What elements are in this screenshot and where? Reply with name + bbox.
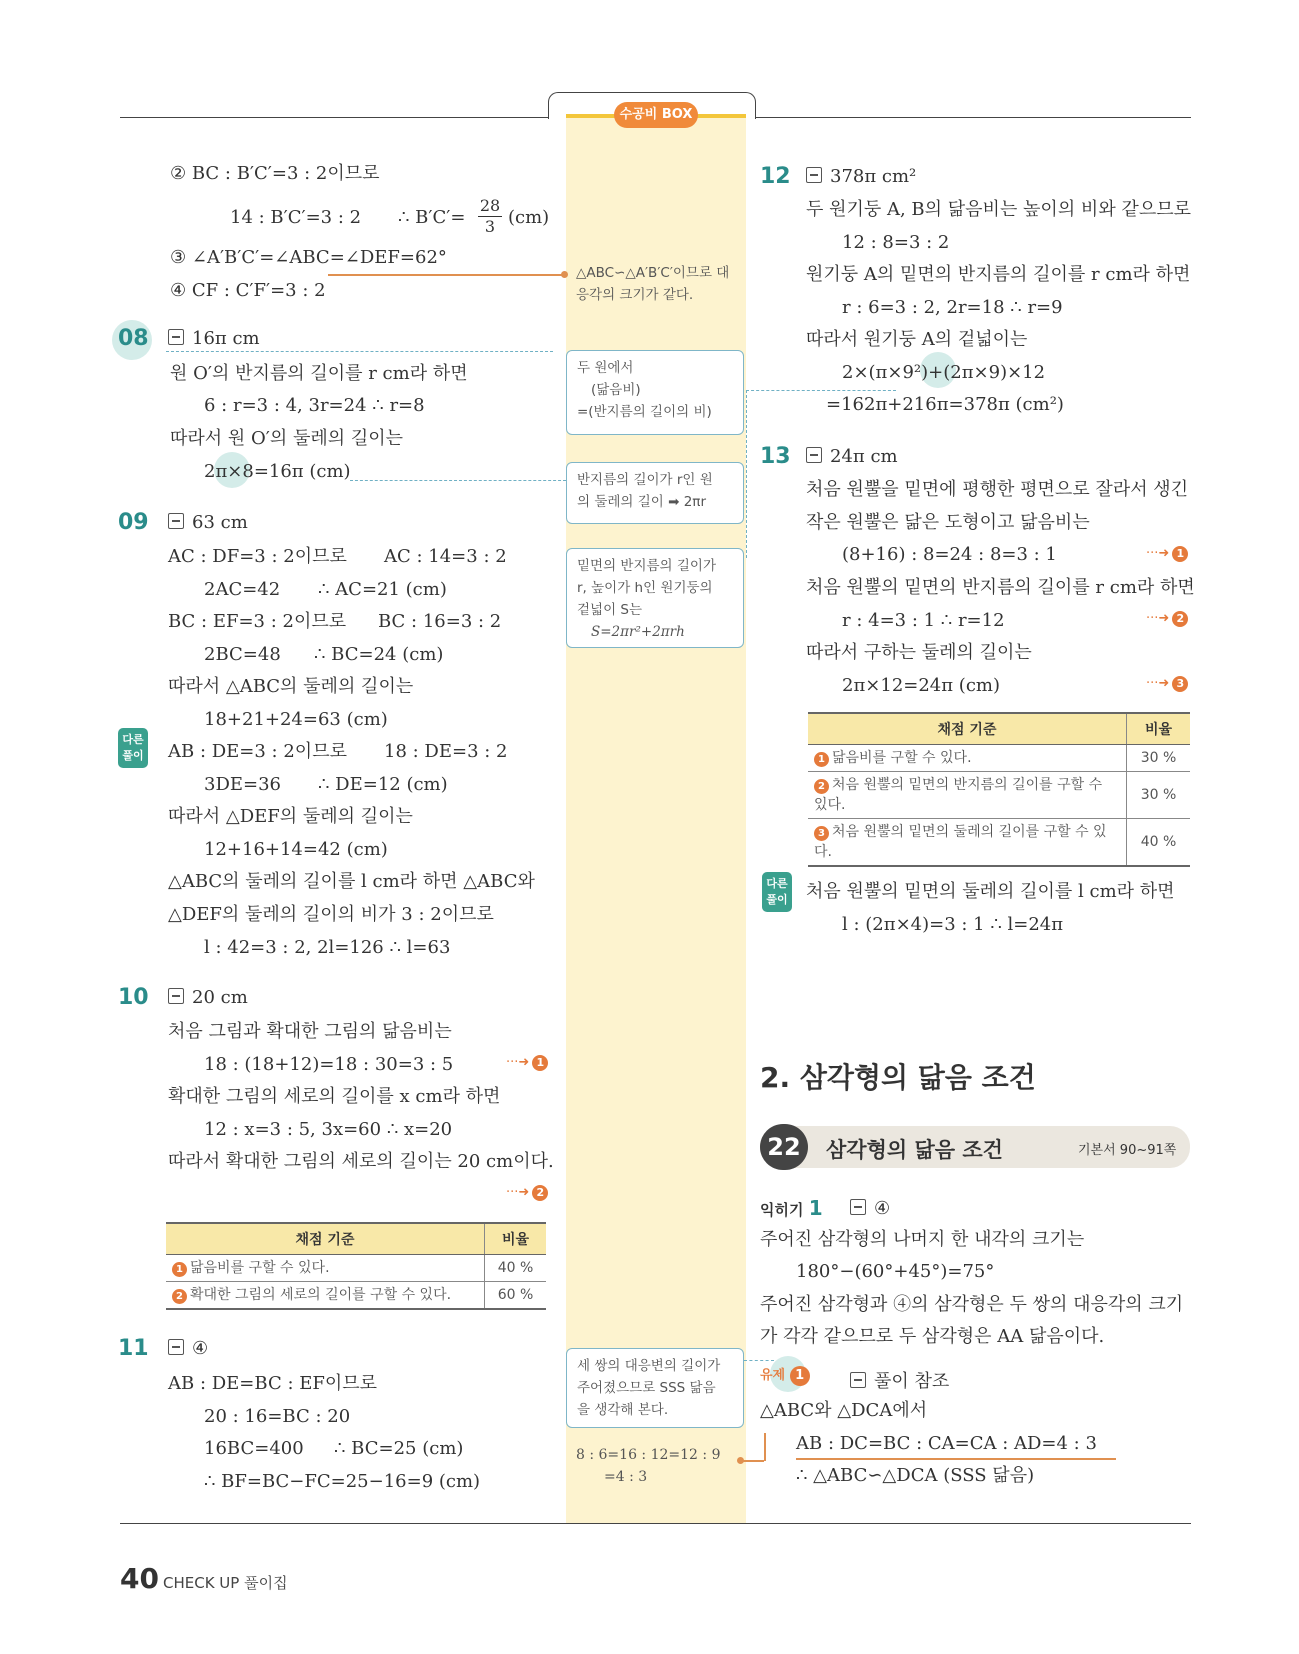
p11-line: 20 : 16=BC : 20 [204,1406,351,1427]
top-rule-left [120,117,548,118]
note-box-surface-area: 밑면의 반지름의 길이가 r, 높이가 h인 원기둥의 겉넓이 S는 S=2πr²+2πrh [566,548,744,648]
p13-line: 2π×12=24π (cm) [842,675,1001,696]
p07-frac-den: 3 [484,217,496,236]
connector-line [764,1433,766,1461]
p07-frac-num: 28 [479,196,501,215]
guide-dash [350,480,566,481]
p12-line: =162π+216π=378π (cm²) [826,394,1064,415]
note-box-circles: 두 원에서 (닮음비) =(반지름의 길이의 비) [566,350,744,435]
step-marker: ···➜ 2 [1146,611,1188,627]
practice-line: 180°−(60°+45°)=75° [796,1261,995,1282]
p08-line2: 6 : r=3 : 4, 3r=24 ∴ r=8 [204,395,425,416]
p12-line: 두 원기둥 A, B의 닮음비는 높이의 비와 같으므로 [806,199,1191,220]
note-box-circumference: 반지름의 길이가 r인 원 의 둘레의 길이 ➡ 2πr [566,462,744,524]
p13-line: 따라서 구하는 둘레의 길이는 [806,642,1032,663]
table-row: 1 닮음비를 구할 수 있다. 30 % [808,745,1190,772]
step-marker: ···➜ 2 [506,1185,548,1201]
p13-line: l : (2π×4)=3 : 1 ∴ l=24π [842,914,1064,935]
answer-icon [168,329,184,345]
practice-line: 가 각각 같으므로 두 삼각형은 AA 닮음이다. [760,1326,1105,1347]
p08-number: 08 [118,326,149,351]
p08-line4: 2π×8=16π (cm) [204,461,351,482]
p13-line: r : 4=3 : 1 ∴ r=12 [842,610,1005,631]
p09-line: AB : DE=3 : 2이므로 [168,741,347,762]
p13-criteria-table [808,712,1190,867]
p11-line: ∴ BC=25 (cm) [334,1438,464,1459]
p13-answer: 24π cm [806,446,898,467]
note-ratio: 8 : 6=16 : 12=12 : 9 =4 : 3 [576,1447,721,1485]
p09-line: ∴ BC=24 (cm) [314,644,444,665]
p10-line: 18 : (18+12)=18 : 30=3 : 5 [204,1054,454,1075]
p11-number: 11 [118,1336,149,1361]
p09-line: 따라서 △ABC의 둘레의 길이는 [168,676,414,697]
example-line: △ABC와 △DCA에서 [760,1400,928,1421]
answer-icon [806,447,822,463]
p07-line3: ③ ∠A′B′C′=∠ABC=∠DEF=62° [170,247,447,268]
page-number: 40 [120,1562,159,1595]
connector-dot [561,271,568,278]
p12-line: 12 : 8=3 : 2 [842,232,950,253]
answer-icon [850,1372,866,1388]
step-marker: ···➜ 1 [1146,546,1188,562]
p11-line: ∴ BF=BC−FC=25−16=9 (cm) [204,1471,481,1492]
table-row: 2 확대한 그림의 세로의 길이를 구할 수 있다. 60 % [166,1282,546,1310]
p07-line2-unit: (cm) [508,207,550,228]
p13-line: 처음 원뿔을 밑면에 평행한 평면으로 잘라서 생긴 [806,479,1189,500]
example-line: AB : DC=BC : CA=CA : AD=4 : 3 [796,1433,1097,1454]
unit-title: 삼각형의 닮음 조건 [826,1138,1003,1162]
example-answer: 풀이 참조 [850,1367,949,1393]
note-box-sss: 세 쌍의 대응변의 길이가 주어졌으므로 SSS 닮음 을 생각해 본다. [566,1348,744,1428]
p10-number: 10 [118,985,149,1010]
p11-line: AB : DE=BC : EF이므로 [168,1373,378,1394]
answer-icon [168,988,184,1004]
p09-line: 18+21+24=63 (cm) [204,709,388,730]
guide-dash [746,390,747,558]
p10-criteria-table [166,1222,546,1310]
header-criterion: 채점 기준 [808,713,1127,745]
section-title: 2. 삼각형의 닮음 조건 [760,1061,1036,1094]
p12-line: 따라서 원기둥 A의 겉넓이는 [806,329,1028,350]
step-marker: ···➜ 3 [1146,676,1188,692]
note-corresponding-angles: △ABC∽△A′B′C′이므로 대응각의 크기가 같다. [576,265,730,303]
top-rule-right [754,117,1191,118]
p09-line: 따라서 △DEF의 둘레의 길이는 [168,806,413,827]
box-title-bar [566,102,746,130]
connector-line [328,274,564,276]
p09-line: ∴ AC=21 (cm) [318,579,447,600]
bottom-rule [120,1523,1191,1524]
practice-line: 주어진 삼각형의 나머지 한 내각의 크기는 [760,1229,1085,1250]
table-row: 1 닮음비를 구할 수 있다. 40 % [166,1255,546,1282]
p09-line: △ABC의 둘레의 길이를 l cm라 하면 △ABC와 [168,871,535,892]
answer-icon [168,513,184,529]
p09-line: AC : 14=3 : 2 [384,546,507,567]
underline [796,1458,1116,1460]
p08-line1: 원 O′의 반지름의 길이를 r cm라 하면 [170,363,468,384]
guide-dash [744,1360,774,1361]
p10-line: 12 : x=3 : 5, 3x=60 ∴ x=20 [204,1119,453,1140]
unit-reference: 기본서 90~91쪽 [1078,1143,1177,1158]
answer-icon [850,1199,866,1215]
p07-line2b: ∴ B′C′= [398,207,466,228]
box-label: 수공비 BOX [614,102,698,128]
p13-line: 처음 원뿔의 밑면의 둘레의 길이를 l cm라 하면 [806,881,1175,902]
p09-line: BC : 16=3 : 2 [378,611,502,632]
p13-number: 13 [760,444,791,469]
p07-line1: ② BC : B′C′=3 : 2이므로 [170,163,380,184]
table-row: 2 처음 원뿔의 밑면의 반지름의 길이를 구할 수 있다. 30 % [808,772,1190,819]
p11-line: 16BC=400 [204,1438,304,1459]
p13-line: 작은 원뿔은 닮은 도형이고 닮음비는 [806,512,1090,533]
p10-answer: 20 cm [168,987,248,1008]
p09-line: 3DE=36 [204,774,282,795]
book-title: CHECK UP 풀이집 [163,1574,288,1592]
p12-line: 2×(π×9²)+(2π×9)×12 [842,362,1046,383]
guide-dash [166,351,553,352]
p07-line4: ④ CF : C′F′=3 : 2 [170,280,326,301]
p10-line: 확대한 그림의 세로의 길이를 x cm라 하면 [168,1086,501,1107]
header-criterion: 채점 기준 [166,1223,485,1255]
example-label: 유제 1 [760,1364,810,1386]
p09-line: 12+16+14=42 (cm) [204,839,388,860]
p09-line: 2AC=42 [204,579,281,600]
center-note-column [566,118,746,1523]
answer-icon [168,1339,184,1355]
example-line: ∴ △ABC∽△DCA (SSS 닮음) [796,1465,1035,1486]
p12-line: 원기둥 A의 밑면의 반지름의 길이를 r cm라 하면 [806,264,1191,285]
p12-answer: 378π cm² [806,166,916,187]
practice-label: 익히기 1 [760,1196,823,1220]
p08-answer: 16π cm [168,328,260,349]
p10-line: 처음 그림과 확대한 그림의 닮음비는 [168,1021,452,1042]
unit-number: 22 [760,1124,808,1170]
p07-line2a: 14 : B′C′=3 : 2 [230,207,362,228]
p12-number: 12 [760,164,791,189]
p09-line: 2BC=48 [204,644,281,665]
alt-solution-tag: 다른 풀이 [118,728,148,768]
p13-line: 처음 원뿔의 밑면의 반지름의 길이를 r cm라 하면 [806,577,1195,598]
p09-line: 18 : DE=3 : 2 [384,741,508,762]
alt-solution-tag: 다른 풀이 [762,872,792,912]
p12-line: r : 6=3 : 2, 2r=18 ∴ r=9 [842,297,1063,318]
step-marker: ···➜ 1 [506,1055,548,1071]
p09-line: AC : DF=3 : 2이므로 [168,546,347,567]
p09-line: △DEF의 둘레의 길이의 비가 3 : 2이므로 [168,904,494,925]
p13-line: (8+16) : 8=24 : 8=3 : 1 [842,544,1057,565]
p09-answer: 63 cm [168,512,248,533]
table-row: 3 처음 원뿔의 밑면의 둘레의 길이를 구할 수 있다. 40 % [808,819,1190,867]
practice-answer: ④ [850,1198,890,1219]
p09-line: l : 42=3 : 2, 2l=126 ∴ l=63 [204,937,451,958]
p11-answer: ④ [168,1338,208,1359]
p08-line3: 따라서 원 O′의 둘레의 길이는 [170,428,403,449]
p09-number: 09 [118,510,149,535]
header-ratio: 비율 [1127,713,1191,745]
p10-line: 따라서 확대한 그림의 세로의 길이는 20 cm이다. [168,1151,554,1172]
p09-line: ∴ DE=12 (cm) [318,774,448,795]
guide-dash [746,390,896,391]
p09-line: BC : EF=3 : 2이므로 [168,611,347,632]
p07-fraction [478,196,502,237]
answer-icon [806,167,822,183]
connector-line [740,1460,764,1462]
header-ratio: 비율 [485,1223,547,1255]
practice-line: 주어진 삼각형과 ④의 삼각형은 두 쌍의 대응각의 크기 [760,1294,1184,1315]
